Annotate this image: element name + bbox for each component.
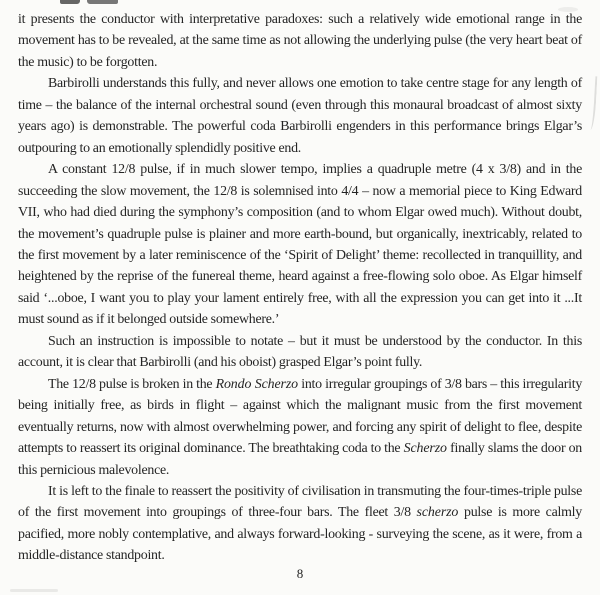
paragraph [18,9,582,73]
text-run: It is left to the finale to reassert the positivity of civilisation in transmuting the four-times-triple pulse of the first movement into groupings of three-four bars. The fleet 3/8 [18,483,582,521]
italic-text-run: Scherzo [403,441,447,457]
italic-text-run: Rondo Scherzo [215,376,299,392]
text-run: A constant 12/8 pulse, if in much slower tempo, implies a quadruple metre (4 x 3/8) and in the succeeding the slow movement, the 12/8 is solemnised into 4/4 – now a memorial piece to King Edward VII, who had died during the symphony’s composition (and to whom Elgar owed much). Without doubt, the movement’s quadruple pulse is plainer and more earth-bound, but organically, inextricably, related to the first movement by a later reminiscence of the ‘Spirit of Delight’ theme: recollected in tranquillity, and heightened by the reprise of the funereal theme, heard against a free-flowing solo oboe. As Elgar himself said ‘...oboe, I want you to play your lament entirely free, with all the expression you can get into it ...It must sound as if it belonged outside somewhere.’ [18,162,582,328]
paragraph [18,481,582,567]
text-run: pulse is more calmly pacified, more nobly contemplative, and always forward-looking - surveying the scene, as it were, from a middle-distance standpoint. [18,505,582,564]
paragraph [18,374,582,481]
text-run: Such an instruction is impossible to notate – but it must be understood by the conductor. In this account, it is clear that Barbirolli (and his oboist) grasped Elgar’s point fully. [18,333,582,371]
text-run: The 12/8 pulse is broken in the [48,376,216,392]
scan-artifact-right-edge [588,76,598,130]
page-text [18,9,582,567]
scan-artifact-top-left-1 [60,0,80,4]
page-number: 8 [296,566,304,581]
paragraph [18,159,582,331]
text-run: Barbirolli understands this fully, and never allows one emotion to take centre stage for any length of time – the balance of the internal orchestral sound (even through this monaural broadcast of almost sixty years ago) is demonstrable. The powerful coda Barbirolli engenders in this performance brings Elgar’s outpouring to an emotionally splendidly positive end. [18,76,582,156]
text-run: finally slams the door on this pernicious malevolence. [18,441,583,478]
text-run: into irregular groupings of 3/8 bars – this irregularity being initially free, as birds in flight – against which the malignant music from the first movement eventually returns, now with almost overwhelming power, and forcing any spirit of delight to flee, despite attempts to reassert its original dominance. The breathtaking coda to the [18,376,583,457]
paragraph [18,331,582,374]
scan-artifact-top-left-2 [87,0,118,4]
scan-artifact-bottom [10,589,58,592]
text-run: it presents the conductor with interpretative paradoxes: such a relatively wide emotional range in the movement has to be revealed, at the same time as not allowing the underlying pulse (the very heart beat of the music) to be forgotten. [18,12,582,70]
italic-text-run: scherzo [416,505,459,521]
paragraph [18,73,582,159]
